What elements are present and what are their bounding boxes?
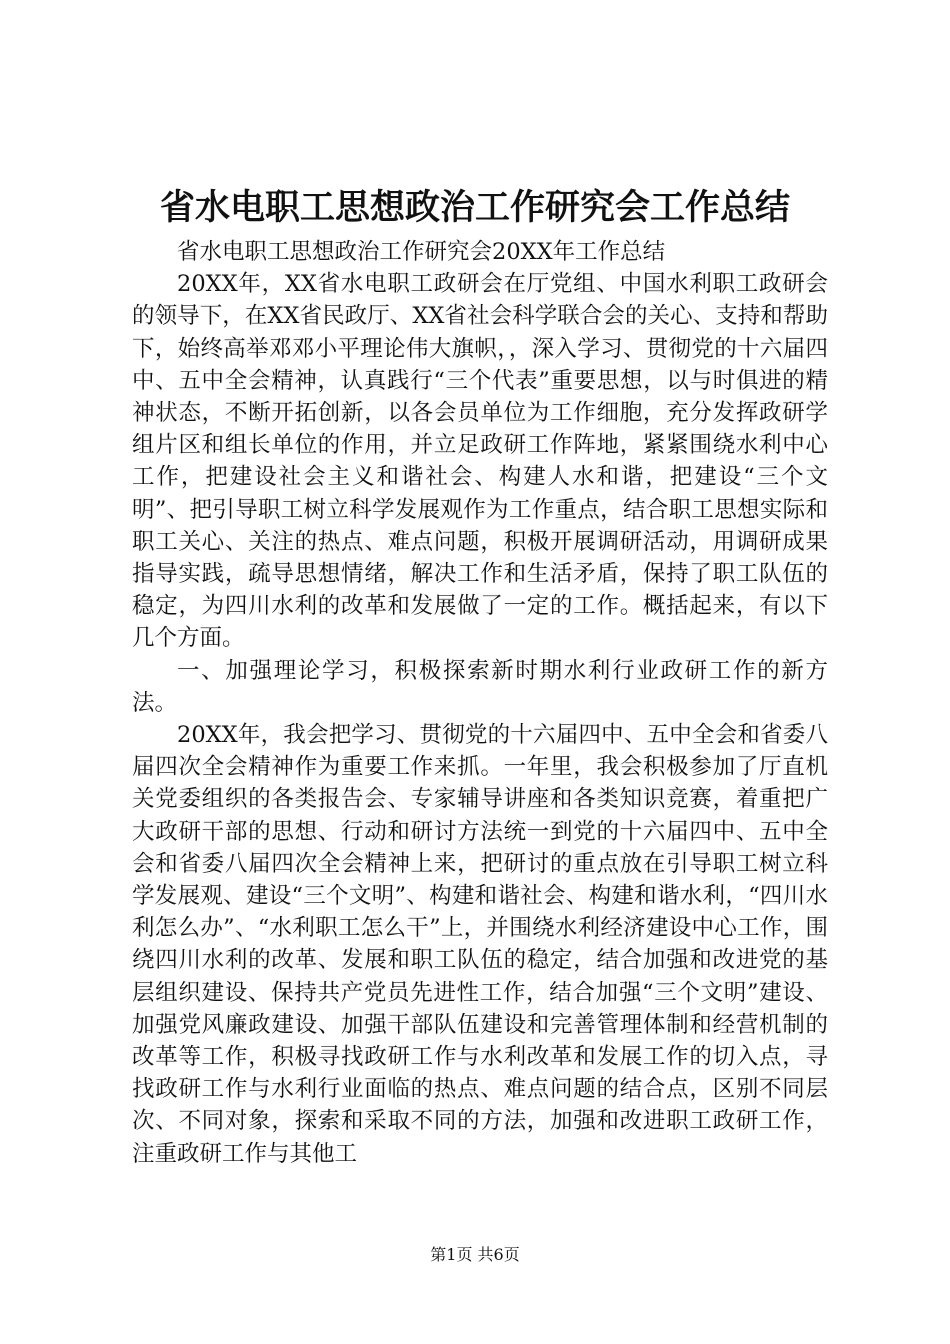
page-number: 第1页 共6页 [430, 1245, 520, 1264]
document-title: 省水电职工思想政治工作研究会工作总结 [159, 187, 790, 228]
section-heading-1: 一、加强理论学习，积极探索新时期水利行业政研工作的新方法。 [132, 657, 828, 716]
document-body [132, 236, 828, 1170]
paragraph-intro: 20XX年，XX省水电职工政研会在厅党组、中国水利职工政研会的领导下，在XX省民政厅、XX省社会科学联合会的关心、支持和帮助下，始终高举邓邓小平理论伟大旗帜，，深入学习、贯彻党的十六届四中、五中全会精神，认真践行“三个代表”重要思想，以与时俱进的精神状态，不断开拓创新，以各会员单位为工作细胞，充分发挥政研学组片区和组长单位的作用，并立足政研工作阵地，紧紧围绕水利中心工作，把建设社会主义和谐社会、构建人水和谐，把建设“三个文明”、把引导职工树立科学发展观作为工作重点，结合职工思想实际和职工关心、关注的热点、难点问题，积极开展调研活动，用调研成果指导实践，疏导思想情绪，解决工作和生活矛盾，保持了职工队伍的稳定，为四川水利的改革和发展做了一定的工作。概括起来，有以下几个方面。 [132, 271, 828, 652]
paragraph-section-1: 20XX年，我会把学习、贯彻党的十六届四中、五中全会和省委八届四次全会精神作为重要工作来抓。一年里，我会积极参加了厅直机关党委组织的各类报告会、专家辅导讲座和各类知识竞赛，着重把广大政研干部的思想、行动和研讨方法统一到党的十六届四中、五中全会和省委八届四次全会精神上来，把研讨的重点放在引导职工树立科学发展观、建设“三个文明”、构建和谐社会、构建和谐水利，“四川水利怎么办”、“水利职工怎么干”上，并围绕水利经济建设中心工作，围绕四川水利的改革、发展和职工队伍的稳定，结合加强和改进党的基层组织建设、保持共产党员先进性工作，结合加强“三个文明”建设、加强党风廉政建设、加强干部队伍建设和完善管理体制和经营机制的改革等工作，积极寻找政研工作与水利改革和发展工作的切入点，寻找政研工作与水利行业面临的热点、难点问题的结合点，区别不同层次、不同对象，探索和采取不同的方法，加强和改进职工政研工作，注重政研工作与其他工 [132, 722, 828, 1167]
paragraph-subtitle: 省水电职工思想政治工作研究会20XX年工作总结 [177, 239, 666, 265]
